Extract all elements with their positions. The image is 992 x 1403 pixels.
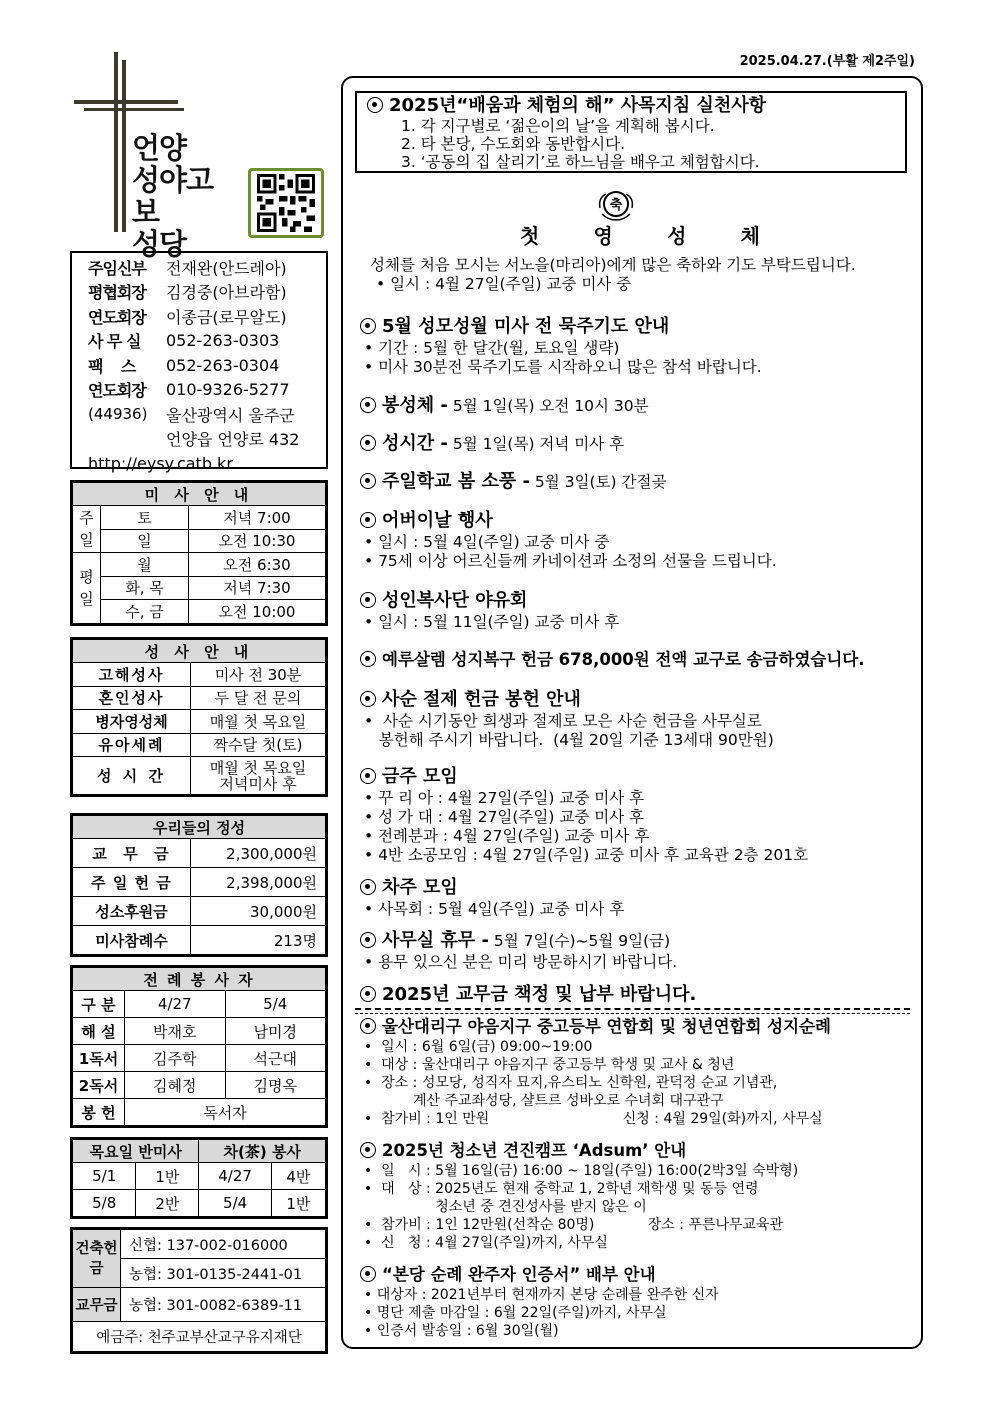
notice-line: • 일시 : 5월 11일(주일) 교중 미사 후 bbox=[364, 613, 620, 631]
tea-date: 5/4 bbox=[199, 1190, 271, 1217]
parish-name-line1: 언양 bbox=[132, 131, 187, 165]
notice-line: • 75세 이상 어르신들께 카네이션과 소정의 선물을 드립니다. bbox=[364, 552, 777, 570]
notice-title: 5월 성모성월 미사 전 묵주기도 안내 bbox=[382, 316, 670, 337]
guideline-item: 1. 각 지구별로 ‘젊은이의 날’을 계획해 봅시다. bbox=[401, 117, 715, 135]
sacrament-name: 혼인성사 bbox=[73, 686, 191, 710]
thursday-service bbox=[70, 1137, 328, 1219]
cross-post-2 bbox=[122, 60, 126, 232]
server-name: 남미경 bbox=[225, 1018, 326, 1045]
bullet-icon bbox=[360, 512, 376, 528]
mass-day: 월 bbox=[101, 553, 189, 577]
tea-group: 4반 bbox=[271, 1163, 325, 1190]
notice-title: 사순 절제 헌금 봉헌 안내 bbox=[382, 689, 581, 710]
bullet-icon bbox=[360, 435, 376, 451]
info-label: 팩 스 bbox=[88, 356, 136, 376]
mass-schedule bbox=[70, 480, 328, 626]
servers-role: 2독서 bbox=[73, 1072, 125, 1099]
communion-date: • 일시 : 4월 27일(주일) 교중 미사 중 bbox=[376, 275, 632, 293]
bullet-icon bbox=[360, 397, 376, 413]
address-line1: 울산광역시 울주군 bbox=[166, 405, 295, 425]
notice-line: • 참가비 : 1인 만원 신청 : 4월 29일(화)까지, 사무실 bbox=[364, 1111, 823, 1127]
offering-label: 주 일 헌 금 bbox=[73, 868, 191, 897]
pastoral-guidelines bbox=[355, 91, 907, 173]
offering-label: 미사참례수 bbox=[73, 926, 191, 955]
notice-title: 봉성체 - bbox=[382, 395, 448, 416]
notice-line: • 성 가 대 : 4월 27일(주일) 교중 미사 후 bbox=[364, 808, 645, 826]
servers-date: 4/27 bbox=[125, 991, 226, 1018]
thursday-date: 5/8 bbox=[73, 1190, 136, 1217]
notice-line: • 용무 있으신 분은 미리 방문하시기 바랍니다. bbox=[364, 953, 678, 971]
notice-title: 어버이날 행사 bbox=[382, 510, 493, 531]
celebration-seal-icon bbox=[596, 188, 636, 222]
cross-bar bbox=[84, 108, 184, 111]
offering-amount: 2,300,000원 bbox=[191, 839, 326, 868]
info-label: 평협회장 bbox=[88, 283, 146, 303]
notice-detail: 5월 7일(수)~5월 9일(금) bbox=[488, 932, 671, 950]
info-label: 연도회장 bbox=[88, 381, 146, 401]
notice-title: 성시간 - bbox=[382, 433, 448, 454]
account-number[interactable]: 농협: 301-0082-6389-11 bbox=[121, 1288, 326, 1322]
fax-number: 052-263-0304 bbox=[166, 355, 280, 375]
info-row bbox=[88, 255, 326, 280]
guideline-item: 2. 타 본당, 수도회와 동반합시다. bbox=[401, 135, 626, 153]
bullet-icon bbox=[360, 318, 376, 334]
servers-header: 구 분 bbox=[73, 991, 125, 1018]
bank-accounts bbox=[70, 1227, 328, 1354]
notice-parents-day bbox=[360, 509, 777, 571]
cross-icon bbox=[74, 100, 178, 104]
section-divider bbox=[355, 1013, 910, 1014]
notice-line: • 일 시 : 5월 16일(금) 16:00 ~ 18일(주일) 16:00(2박3일 숙박형) bbox=[364, 1163, 799, 1179]
sacrament-time-line: 저녁미사 후 bbox=[219, 774, 297, 793]
info-value: 김경중(아브라함) bbox=[166, 283, 287, 303]
guideline-item: 3. ‘공동의 집 살리기’로 하느님을 배우고 체험합시다. bbox=[401, 153, 760, 171]
notice-line: • 대상자 : 2021년부터 현재까지 본당 순례를 완주한 신자 bbox=[364, 1287, 719, 1303]
bullet-icon bbox=[360, 473, 376, 489]
notice-home-communion bbox=[360, 394, 649, 418]
notice-lent-offering bbox=[360, 688, 774, 750]
bullet-icon bbox=[360, 651, 376, 667]
notice-this-week bbox=[360, 765, 808, 865]
server-name: 김명옥 bbox=[225, 1072, 326, 1099]
servers-date: 5/4 bbox=[225, 991, 326, 1018]
notice-line: • 꾸 리 아 : 4월 27일(주일) 교중 미사 후 bbox=[364, 789, 645, 807]
info-row bbox=[88, 402, 326, 427]
title-char: 첫 bbox=[520, 224, 540, 248]
notice-line: • 일시 : 5월 4일(주일) 교중 미사 중 bbox=[364, 533, 610, 551]
notice-dues bbox=[360, 983, 696, 1007]
seal-text: 축 bbox=[609, 198, 623, 213]
thursday-date: 5/1 bbox=[73, 1163, 136, 1190]
sacrament-time: 미사 전 30분 bbox=[191, 663, 326, 687]
notice-title: 예루살렘 성지복구 헌금 678,000원 전액 교구로 송금하였습니다. bbox=[382, 650, 865, 669]
notice-next-week bbox=[360, 876, 624, 919]
bullet-icon bbox=[360, 1142, 376, 1158]
bullet-icon bbox=[360, 1018, 376, 1034]
notice-title: 주일학교 봄 소풍 - bbox=[382, 471, 530, 492]
notice-line: 봉헌해 주시기 바랍니다. (4월 20일 기준 13세대 90만원) bbox=[364, 731, 774, 749]
notice-line: • 사목회 : 5월 4일(주일) 교중 미사 후 bbox=[364, 900, 625, 918]
postal-code: (44936) bbox=[88, 405, 148, 424]
bullet-icon bbox=[360, 592, 376, 608]
offertory-server: 독서자 bbox=[125, 1099, 326, 1126]
server-name: 김주학 bbox=[125, 1045, 226, 1072]
sacrament-title: 성 사 안 내 bbox=[73, 640, 326, 663]
notice-title: 울산대리구 야음지구 중고등부 연합회 및 청년연합회 성지순례 bbox=[382, 1017, 831, 1036]
notice-title: 금주 모임 bbox=[382, 766, 458, 787]
dues-label: 교무금 bbox=[73, 1288, 121, 1322]
first-communion bbox=[370, 256, 856, 294]
parish-name-line3: 성당 bbox=[132, 227, 187, 261]
sunday-label bbox=[73, 506, 101, 553]
info-row bbox=[88, 427, 326, 452]
sacrament-time bbox=[191, 757, 326, 795]
notice-title: “본당 순례 완주자 인증서” 배부 안내 bbox=[382, 1265, 656, 1284]
notice-line: • 기간 : 5월 한 달간(월, 토요일 생략) bbox=[364, 339, 620, 357]
info-label: 사 무 실 bbox=[88, 332, 141, 352]
section-divider bbox=[355, 1008, 910, 1010]
notice-line: • 일시 : 6월 6일(금) 09:00~19:00 bbox=[364, 1039, 593, 1055]
notice-pilgrim-certificate bbox=[360, 1264, 719, 1340]
notice-title: 사무실 휴무 - bbox=[382, 930, 489, 951]
tea-service-header: 차(茶) 봉사 bbox=[199, 1140, 326, 1163]
notice-line: • 대 상 : 2025년도 현재 중학교 1, 2학년 재학생 및 동등 연령 bbox=[364, 1181, 759, 1197]
info-row bbox=[88, 451, 326, 476]
servers-role: 봉 헌 bbox=[73, 1099, 125, 1126]
weekday-label bbox=[73, 553, 101, 624]
mass-time: 오전 6:30 bbox=[189, 553, 326, 577]
servers-title: 전 례 봉 사 자 bbox=[73, 968, 326, 991]
mass-schedule-title: 미 사 안 내 bbox=[73, 483, 326, 506]
bulletin-date: 2025.04.27.(부활 제2주일) bbox=[739, 54, 915, 69]
sunday-label-char: 일 bbox=[79, 531, 94, 549]
account-number[interactable]: 농협: 301-0135-2441-01 bbox=[121, 1259, 326, 1288]
notice-confirmation-camp bbox=[360, 1140, 798, 1252]
notice-title: 2025년 교무금 책정 및 납부 바랍니다. bbox=[382, 984, 697, 1005]
notice-holy-hour bbox=[360, 432, 624, 456]
notice-line: 청소년 중 견진성사를 받지 않은 이 bbox=[364, 1199, 647, 1215]
notice-detail: 5월 1일(목) 저녁 미사 후 bbox=[447, 435, 625, 453]
notice-line: • 인증서 발송일 : 6월 30일(월) bbox=[364, 1323, 559, 1339]
notice-line: • 신 청 : 4월 27일(주일)까지, 사무실 bbox=[364, 1235, 608, 1251]
server-name: 김혜정 bbox=[125, 1072, 226, 1099]
mass-day: 화, 목 bbox=[101, 576, 189, 600]
notice-line: • 4반 소공모임 : 4월 27일(주일) 교중 미사 후 교육관 2층 201호 bbox=[364, 846, 809, 864]
mass-time: 저녁 7:00 bbox=[189, 506, 326, 530]
servers-role: 1독서 bbox=[73, 1045, 125, 1072]
title-char: 체 bbox=[740, 224, 760, 248]
parish-info bbox=[70, 251, 328, 473]
notice-line: • 전례분과 : 4월 27일(주일) 교중 미사 후 bbox=[364, 827, 650, 845]
website-link[interactable]: http://eysy.catb.kr bbox=[88, 453, 233, 473]
mass-day: 토 bbox=[101, 506, 189, 530]
info-label: 주임신부 bbox=[88, 258, 146, 278]
mass-time: 오전 10:30 bbox=[189, 529, 326, 553]
communion-text: 성체를 처음 모시는 서노을(마리아)에게 많은 축하와 기도 부탁드립니다. bbox=[370, 256, 856, 274]
bullet-icon bbox=[360, 768, 376, 784]
weekday-label-char: 평 bbox=[79, 567, 94, 586]
notice-detail: 5월 1일(목) 오전 10시 30분 bbox=[447, 397, 649, 415]
sacrament-name: 병자영성체 bbox=[73, 710, 191, 734]
qr-code-icon[interactable] bbox=[248, 168, 324, 238]
tea-date: 4/27 bbox=[199, 1163, 271, 1190]
mass-day: 일 bbox=[101, 529, 189, 553]
bullet-icon bbox=[360, 691, 376, 707]
offering-amount: 30,000원 bbox=[191, 897, 326, 926]
weekday-label-char: 일 bbox=[79, 589, 94, 608]
offering-amount: 2,398,000원 bbox=[191, 868, 326, 897]
notice-line: • 사순 시기동안 희생과 절제로 모은 사순 헌금을 사무실로 bbox=[364, 712, 762, 730]
notice-line: • 장소 : 성모당, 성직자 묘지,유스티노 신학원, 관덕정 순교 기념관, bbox=[364, 1075, 778, 1091]
servers-role: 해 설 bbox=[73, 1018, 125, 1045]
sacrament-name: 성 시 간 bbox=[73, 757, 191, 795]
sacrament-name: 유아세례 bbox=[73, 733, 191, 757]
notice-detail: 5월 3일(토) 간절곶 bbox=[530, 473, 667, 491]
guidelines-title bbox=[367, 95, 895, 117]
liturgy-servers bbox=[70, 965, 328, 1128]
notice-picnic bbox=[360, 470, 666, 494]
mass-time: 저녁 7:30 bbox=[189, 576, 326, 600]
bullet-icon bbox=[360, 932, 376, 948]
account-number[interactable]: 신협: 137-002-016000 bbox=[121, 1230, 326, 1259]
info-row bbox=[88, 353, 326, 378]
office-phone[interactable]: 052-263-0303 bbox=[166, 331, 280, 351]
parish-name-line2: 성야고보 bbox=[132, 163, 214, 229]
thursday-group: 1반 bbox=[136, 1163, 199, 1190]
notice-title: 2025년 청소년 견진캠프 ‘Adsum’ 안내 bbox=[382, 1141, 687, 1160]
thursday-group: 2반 bbox=[136, 1190, 199, 1217]
offering-label: 성소후원금 bbox=[73, 897, 191, 926]
sunday-label-char: 주 bbox=[79, 509, 94, 527]
notice-altar-servers bbox=[360, 589, 619, 632]
notice-title: 성인복사단 야유회 bbox=[382, 590, 528, 611]
notice-rosary bbox=[360, 315, 762, 377]
info-row bbox=[88, 304, 326, 329]
info-row bbox=[88, 378, 326, 403]
tea-group: 1반 bbox=[271, 1190, 325, 1217]
address-line2: 언양읍 언양로 432 bbox=[166, 430, 300, 450]
title-char: 영 bbox=[593, 224, 613, 248]
notice-jerusalem bbox=[360, 648, 864, 672]
guidelines-title-text: 2025년“배움과 체험의 해” 사목지침 실천사항 bbox=[389, 95, 767, 116]
account-holder: 예금주: 천주교부산교구유지재단 bbox=[73, 1322, 326, 1352]
bullet-icon bbox=[360, 1266, 376, 1282]
notice-line: • 대상 : 울산대리구 야음지구 중고등부 학생 및 교사 & 청년 bbox=[364, 1057, 735, 1073]
server-name: 석근대 bbox=[225, 1045, 326, 1072]
thursday-mass-header: 목요일 반미사 bbox=[73, 1140, 199, 1163]
notice-pilgrimage bbox=[360, 1016, 831, 1128]
bullet-icon bbox=[360, 879, 376, 895]
contact-phone[interactable]: 010-9326-5277 bbox=[166, 380, 290, 400]
notice-line: • 참가비 : 1인 12만원(선착순 80명) 장소 : 푸른나무교육관 bbox=[364, 1217, 784, 1233]
sacrament-name: 고해성사 bbox=[73, 663, 191, 687]
notice-title: 차주 모임 bbox=[382, 877, 458, 898]
sacrament-time-line: 매월 첫 목요일 bbox=[209, 758, 307, 777]
offering-title: 우리들의 정성 bbox=[73, 816, 326, 839]
mass-day: 수, 금 bbox=[101, 600, 189, 624]
server-name: 박재호 bbox=[125, 1018, 226, 1045]
info-label: 연도회장 bbox=[88, 307, 146, 327]
notice-line: • 명단 제출 마감일 : 6월 22일(주일)까지, 사무실 bbox=[364, 1305, 667, 1321]
building-fund-label: 건축헌금 bbox=[73, 1230, 121, 1288]
sacrament-time: 매월 첫 목요일 bbox=[191, 710, 326, 734]
cross-post bbox=[114, 52, 118, 232]
sacrament-time: 짝수달 첫(토) bbox=[191, 733, 326, 757]
first-communion-title bbox=[520, 220, 760, 249]
notice-line: • 미사 30분전 묵주기도를 시작하오니 많은 참석 바랍니다. bbox=[364, 358, 762, 376]
bullet-icon bbox=[360, 986, 376, 1002]
sacrament-time: 두 달 전 문의 bbox=[191, 686, 326, 710]
offering-summary bbox=[70, 813, 328, 957]
info-row bbox=[88, 280, 326, 305]
offering-label: 교 무 금 bbox=[73, 839, 191, 868]
info-value: 이종금(로무알도) bbox=[166, 307, 287, 327]
parish-logo bbox=[70, 52, 240, 261]
mass-time: 오전 10:00 bbox=[189, 600, 326, 624]
mass-attendance: 213명 bbox=[191, 926, 326, 955]
notice-line: 계산 주교좌성당, 샬트르 성바오로 수녀회 대구관구 bbox=[364, 1093, 724, 1109]
notice-office-closed bbox=[360, 929, 677, 972]
parish-name bbox=[132, 132, 240, 260]
info-row bbox=[88, 329, 326, 354]
sacrament-schedule bbox=[70, 637, 328, 797]
bullet-icon bbox=[367, 97, 383, 113]
title-char: 성 bbox=[667, 224, 687, 248]
info-value: 전재완(안드레아) bbox=[166, 258, 287, 278]
